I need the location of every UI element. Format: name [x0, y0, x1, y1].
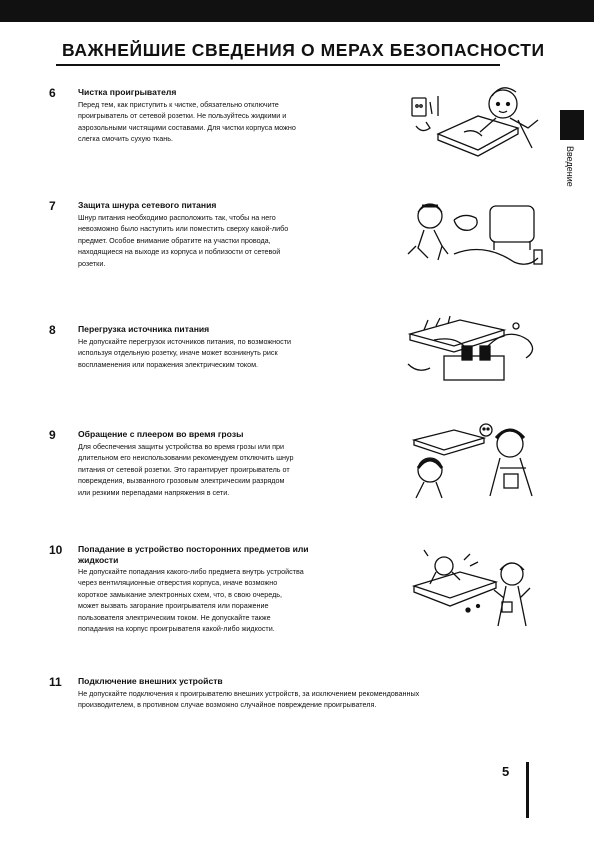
side-tab-marker [560, 110, 584, 140]
side-section-label: Введение [565, 146, 575, 187]
thunderstorm-illustration [408, 418, 544, 500]
page-number: 5 [502, 764, 510, 779]
section-body: Для обеспечения защиты устройства во время грозы или при длительном его неиспользовании рекомендуем отключить шнур питания от сетевой розетки. Это гарантирует проигрыватель от повреждения, вызванного грозовым электрическим разрядом или резкими перепадами напряжения в сети. [78, 442, 294, 497]
overload-illustration [404, 312, 544, 386]
section-number: 11 [49, 675, 62, 689]
section-number: 6 [49, 86, 56, 100]
section-heading: Обращение с плеером во время грозы [78, 429, 244, 439]
section-body: Не допускайте подключения к проигрывателю внешних устройств, за исключением рекомендованных производителем, в противном случае возможно случайное повреждение проигрывателя. [78, 689, 420, 710]
section-body: Шнур питания необходимо расположить так, чтобы на него невозможно было наступить или поместить сверху какой-либо предмет. Особое внимание обратите на участки провода, находящиеся на выходе из корпуса и поблизости от сетевой розетки. [78, 213, 289, 268]
section-body: Перед тем, как приступить к чистке, обязательно отключите проигрыватель от сетевой розетки. Не пользуйтесь жидкими и аэрозольными чистящими составами. Для чистки корпуса можно слегка смочить сухую ткань. [78, 100, 296, 144]
foreign-objects-illustration [408, 546, 540, 630]
section-body: Не допускайте попадания какого-либо предмета внутрь устройства через вентиляционные отверстия корпуса, иначе возможно короткое замыкание электронных схем, что, в свою очередь, может вызвать загорание проигрывателя или поражение пользователя электрическим током. Не допускайте также попадания на корпус проигрывателя какой-либо жидкости. [78, 567, 304, 634]
title-underline [56, 64, 500, 66]
section-number: 10 [49, 543, 63, 557]
section-heading: Перегрузка источника питания [78, 324, 210, 334]
section-heading: Подключение внешних устройств [78, 676, 223, 686]
section-heading: Защита шнура сетевого питания [78, 200, 217, 210]
top-black-bar [0, 0, 594, 22]
section-body: Не допускайте перегрузок источников питания, по возможности используя отдельную розетку, иначе может возникнуть риск воспламенения или поражения электрическим током. [78, 337, 292, 369]
power-cord-illustration [404, 196, 548, 272]
page-title: ВАЖНЕЙШИЕ СВЕДЕНИЯ О МЕРАХ БЕЗОПАСНОСТИ [62, 40, 545, 60]
section-number: 8 [49, 323, 56, 337]
cleaning-illustration [408, 74, 544, 158]
section-heading: Чистка проигрывателя [78, 87, 177, 97]
section-number: 7 [49, 199, 56, 213]
section-heading: Попадание в устройство посторонних предметов или жидкости [78, 544, 309, 565]
section-number: 9 [49, 428, 56, 442]
page-number-rule [526, 762, 529, 818]
